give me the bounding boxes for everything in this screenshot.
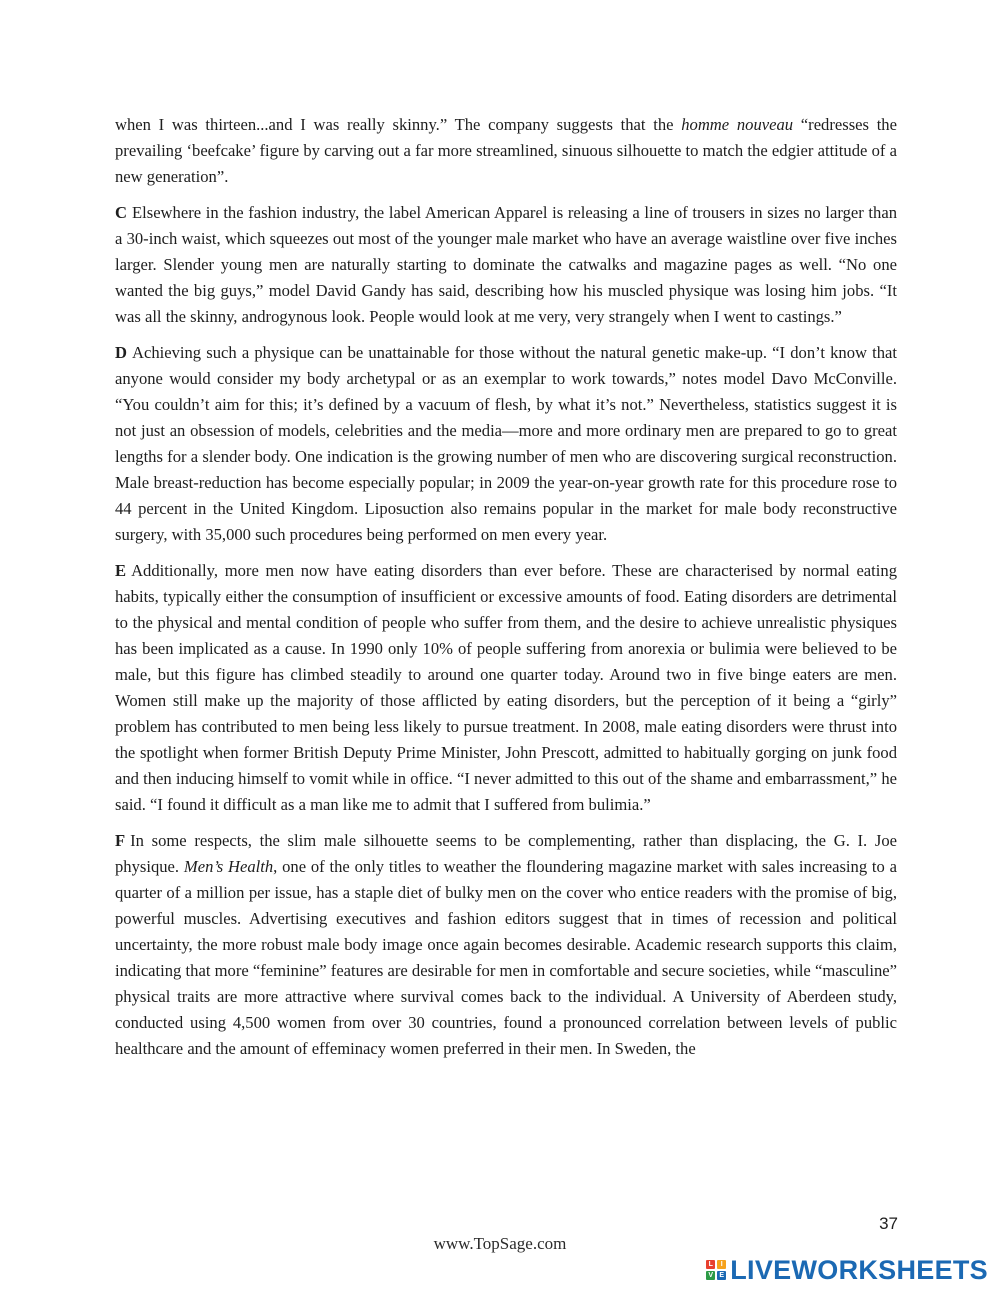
paragraph-f (115, 828, 897, 1062)
paragraph-letter: D (115, 343, 127, 362)
paragraph-text: In some respects, the slim male silhouette seems to be complementing, rather than displacing, the G. I. Joe physique. (115, 831, 897, 876)
paragraph-text: when I was thirteen...and I was really skinny.” The company suggests that the (115, 115, 682, 134)
paragraph-text: Achieving such a physique can be unattainable for those without the natural genetic make-up. “I don’t know that anyone would consider my body archetypal or as an exemplar to work towards,” notes model Davo McConville. “You couldn’t aim for this; it’s defined by a vacuum of flesh, by what it’s not.” Nevertheless, statistics suggest it is not just an obsession of models, celebrities and the media—more and more ordinary men are prepared to go to great lengths for a slender body. One indication is the growing number of men who are discovering surgical reconstruction. Male breast-reduction has become especially popular; in 2009 the year-on-year growth rate for this procedure rose to 44 percent in the United Kingdom. Liposuction also remains popular in the market for male body reconstructive surgery, with 35,000 such procedures being performed on men every year. (115, 343, 897, 544)
paragraph-c (115, 200, 897, 330)
paragraph-text: , one of the only titles to weather the floundering magazine market with sales increasing to a quarter of a million per issue, has a staple diet of bulky men on the cover who entice readers with the promise of big, powerful muscles. Advertising executives and fashion editors suggest that in times of recession and political uncertainty, the more robust male body image once again becomes desirable. Academic research supports this claim, indicating that more “feminine” features are desirable for men in comfortable and secure societies, while “masculine” physical traits are more attractive where survival comes back to the individual. A University of Aberdeen study, conducted using 4,500 women from over 30 countries, found a pronounced correlation between levels of public healthcare and the amount of effeminacy women preferred in their men. In Sweden, the (115, 857, 897, 1058)
logo-cell: I (717, 1260, 726, 1269)
logo-grid-icon (706, 1260, 726, 1280)
logo-cell: L (706, 1260, 715, 1269)
paragraph-letter: E (115, 561, 127, 580)
paragraph-letter: C (115, 203, 127, 222)
paragraph-text: “redresses the prevailing ‘beefcake’ figure by carving out a far more streamlined, sinuous silhouette to match the edgier attitude of a new generation”. (115, 115, 897, 186)
paragraph-text: Elsewhere in the fashion industry, the label American Apparel is releasing a line of trousers in sizes no larger than a 30-inch waist, which squeezes out most of the younger male market who have an average waistline over five inches larger. Slender young men are naturally starting to dominate the catwalks and magazine pages as well. “No one wanted the big guys,” model David Gandy has said, describing how his muscled physique was losing him jobs. “It was all the skinny, androgynous look. People would look at me very, very strangely when I went to castings.” (115, 203, 897, 326)
logo-text: LIVEWORKSHEETS (730, 1255, 988, 1285)
logo-cell: V (706, 1271, 715, 1280)
italic-title: Men’s Health (183, 857, 274, 876)
liveworksheets-logo (706, 1255, 988, 1285)
italic-title: homme nouveau (681, 115, 794, 134)
paragraph-e (115, 558, 897, 818)
paragraph-continued (115, 112, 897, 190)
logo-cell: E (717, 1271, 726, 1280)
page-number: 37 (879, 1214, 898, 1233)
paragraph-text: Additionally, more men now have eating disorders than ever before. These are characterised by normal eating habits, typically either the consumption of insufficient or excessive amounts of food. Eating disorders are detrimental to the physical and mental condition of people who suffer from them, and the desire to achieve unrealistic physiques has been implicated as a cause. In 1990 only 10% of people suffering from anorexia or bulimia were believed to be male, but this figure has climbed steadily to around one quarter today. Around two in five binge eaters are men. Women still make up the majority of those afflicted by eating disorders, but the perception of it being a “girly” problem has contributed to men being less likely to pursue treatment. In 2008, male eating disorders were thrust into the spotlight when former British Deputy Prime Minister, John Prescott, admitted to habitually gorging on junk food and then inducing himself to vomit while in office. “I never admitted to this out of the shame and embarrassment,” he said. “I found it difficult as a man like me to admit that I suffered from bulimia.” (115, 561, 897, 814)
paragraph-d (115, 340, 897, 548)
source-url: www.TopSage.com (433, 1234, 567, 1253)
article-body (115, 112, 897, 1072)
paragraph-letter: F (115, 831, 126, 850)
